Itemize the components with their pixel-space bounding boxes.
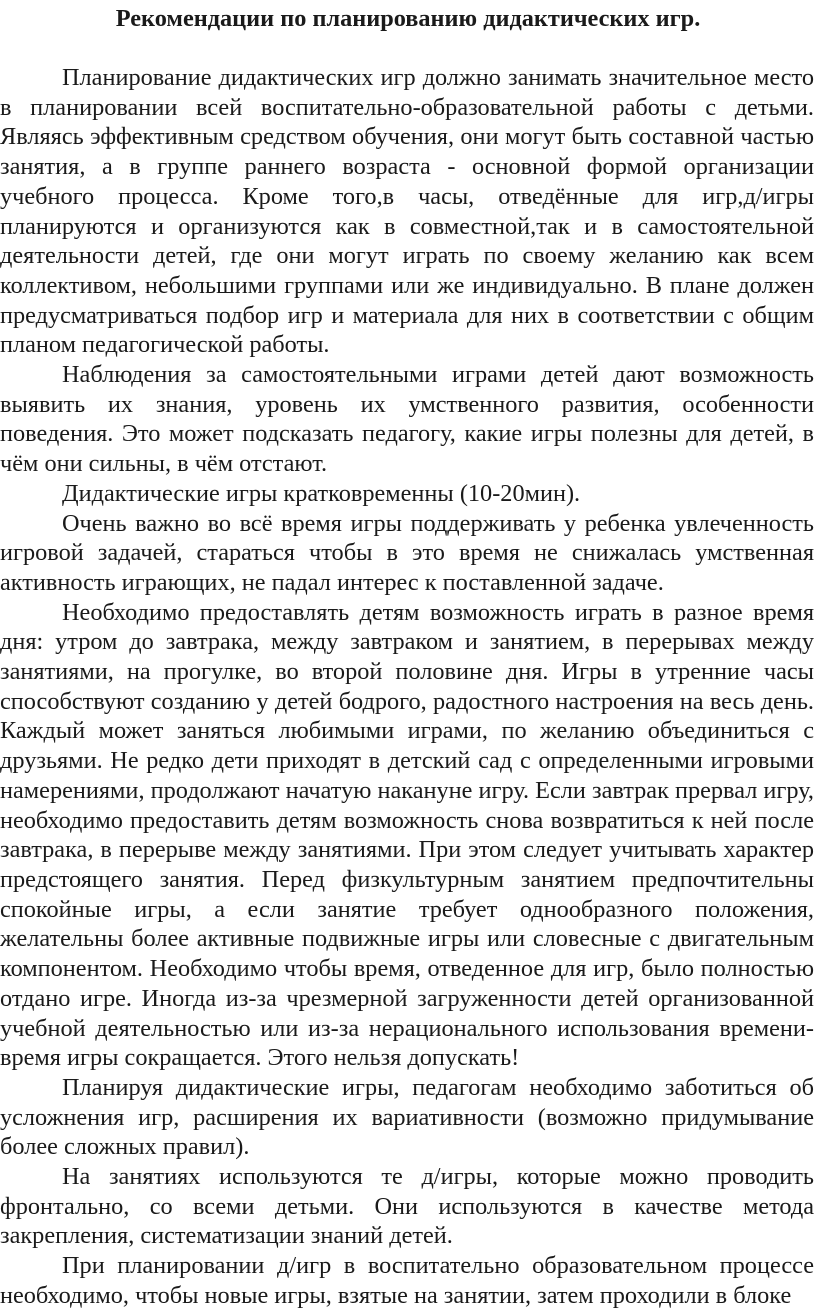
paragraph-planning: Планирование дидактических игр должно занимать значительное место в планировании всей воспитательно-образовательной работы с детьми. Являясь эффективным средством обучения, они могут быть составной частью занятия, а в группе раннего возраста - основной формой организации учебного процесса. Кроме того,в часы, отведённые для игр,д/игры планируются и организуются как в совместной,так и в самостоятельной деятельности детей, где они могут играть по своему желанию как всем коллективом, небольшими группами или же индивидуально. В плане должен предусматриваться подбор игр и материала для них в соответствии с общим планом педагогической работы.: [0, 64, 814, 359]
paragraph-complexity: Планируя дидактические игры, педагогам необходимо заботиться об усложнения игр, расширения их вариативности (возможно придумывание более сложных правил).: [0, 1073, 814, 1161]
paragraph-new-games: При планировании д/игр в воспитательно образовательном процессе необходимо, чтобы новые игры, взятые на занятии, затем проходили в блоке: [0, 1252, 814, 1309]
paragraph-duration: Дидактические игры кратковременны (10-20мин).: [62, 479, 581, 507]
paragraph-observation: Наблюдения за самостоятельными играми детей дают возможность выявить их знания, уровень их умственного развития, особенности поведения. Это может подсказать педагогу, какие игры полезны для детей, в чём они сильны, в чём отстают.: [0, 361, 814, 478]
document-page: [0, 4, 816, 1311]
document-title: Рекомендации по планированию дидактических игр.: [115, 5, 701, 32]
paragraph-engagement: Очень важно во всё время игры поддерживать у ребенка увлеченность игровой задачей, стараться чтобы в это время не снижалась умственная активность играющих, не падал интерес к поставленной задаче.: [0, 509, 814, 596]
paragraph-lessons: На занятиях используются те д/игры, которые можно проводить фронтально, со всеми детьми. Они используются в качестве метода закрепления, систематизации знаний детей.: [0, 1163, 814, 1250]
paragraph-time-of-day: Необходимо предоставлять детям возможность играть в разное время дня: утром до завтрака, между завтраком и занятием, в перерывах между занятиями, на прогулке, во второй половине дня. Игры в утренние часы способствуют созданию у детей бодрого, радостного настроения на весь день. Каждый может заняться любимыми играми, по желанию объединиться с друзьями. Не редко дети приходят в детский сад с определенными игровыми намерениями, продолжают начатую накануне игру. Если завтрак прервал игру, необходимо предоставить детям возможность снова возвратиться к ней после завтрака, в перерыве между занятиями. При этом следует учитывать характер предстоящего занятия. Перед физкультурным занятием предпочтительны спокойные игры, а если занятие требует однообразного положения, желательны более активные подвижные игры или словесные с двигательным компонентом. Необходимо чтобы время, отведенное для игр, было полностью отдано игре. Иногда из-за чрезмерной загруженности детей организованной учебной деятельностью или из-за нерационального использования времени-время игры сокращается. Этого нельзя допускать!: [0, 598, 814, 1072]
